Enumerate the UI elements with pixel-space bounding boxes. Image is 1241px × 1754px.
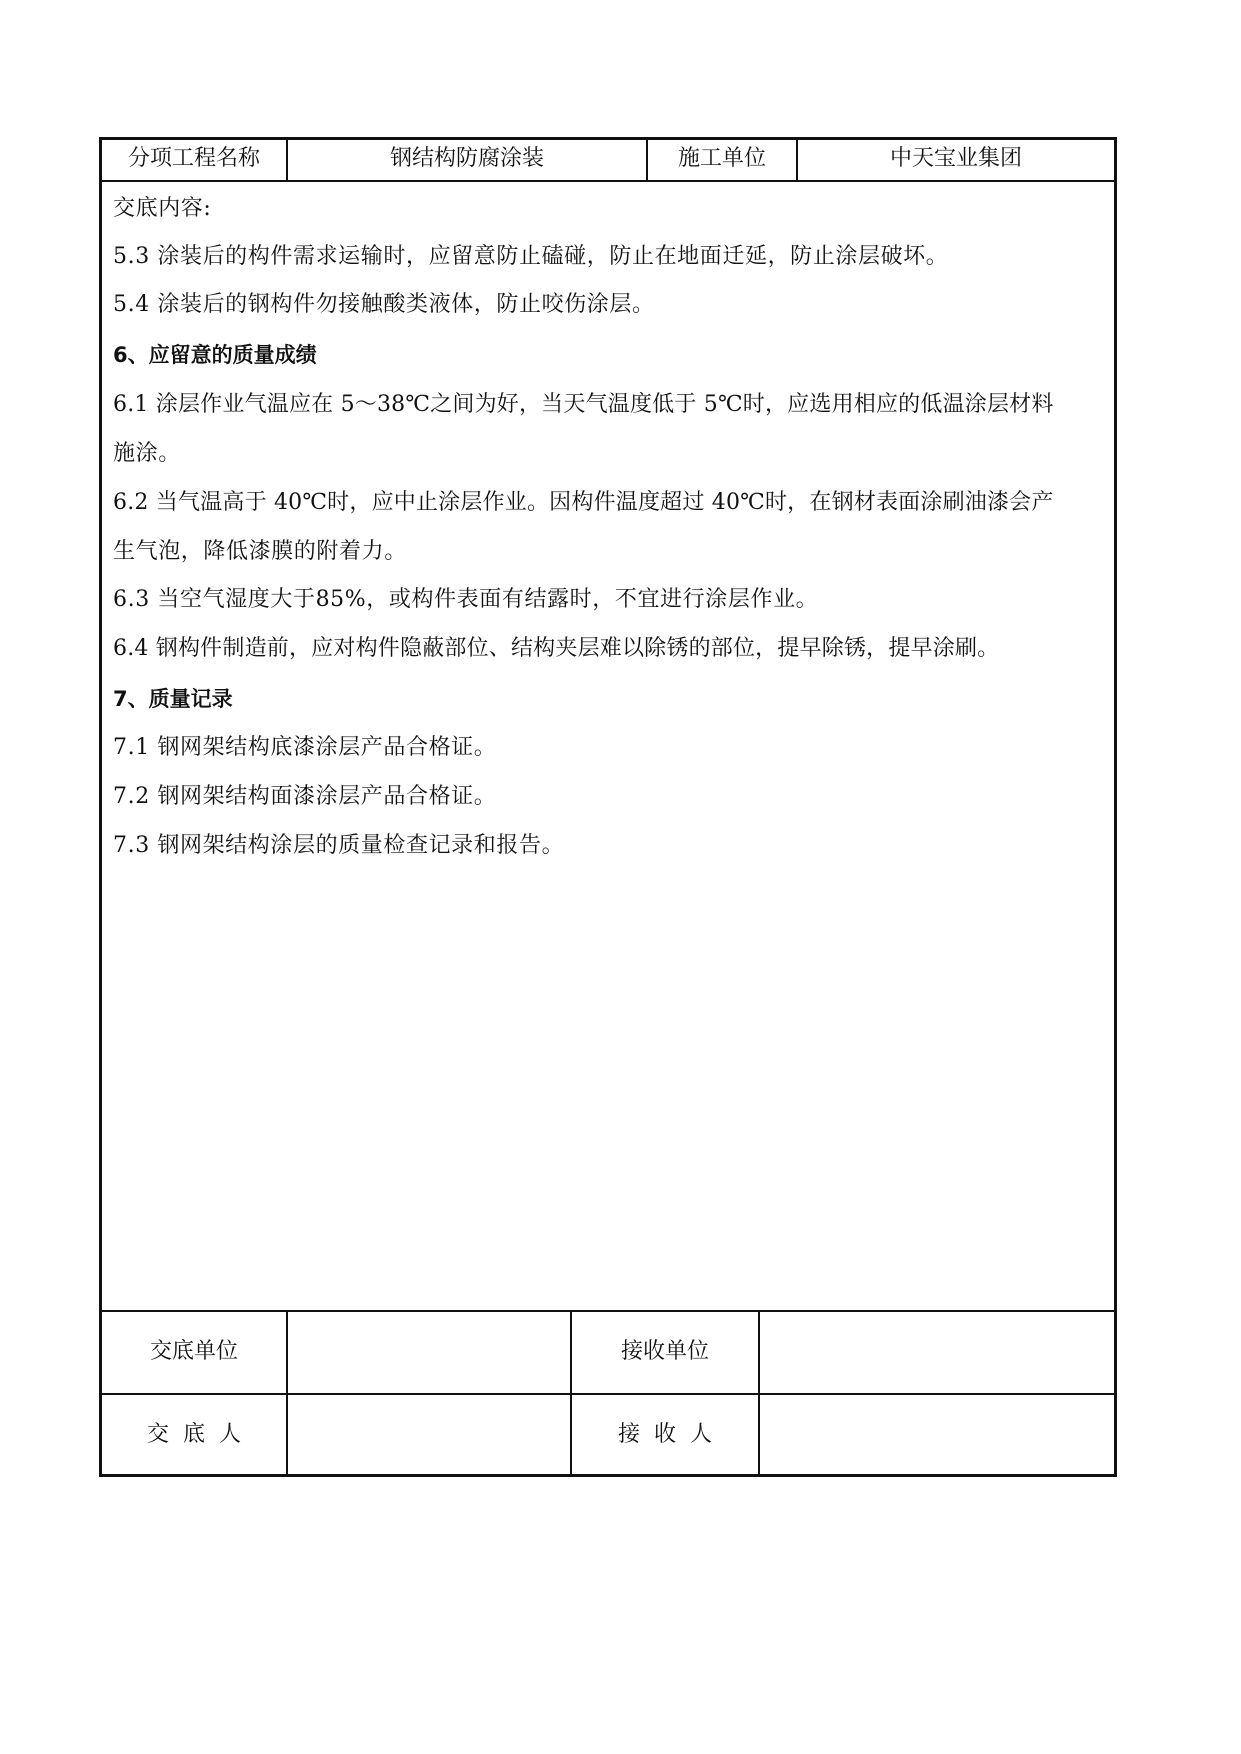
header-bottom-border [99,180,1117,182]
footer-top-border [99,1310,1117,1312]
issuer-unit-label: 交底单位 [149,1339,238,1364]
footer-divider-1 [286,1310,288,1476]
item-6-1-line-1: 6.1 涂层作业气温应在 5～38℃之间为好，当天气温度低于 5℃时，应选用相应的低温涂层材料 [113,392,1054,417]
item-5-3: 5.3 涂装后的构件需求运输时，应留意防止磕碰，防止在地面迁延，防止涂层破坏。 [113,244,949,269]
item-7-1: 7.1 钢网架结构底漆涂层产品合格证。 [113,735,497,760]
project-name-label: 分项工程名称 [127,146,260,171]
item-6-2-line-2: 生气泡，降低漆膜的附着力。 [113,539,407,564]
content-intro-label: 交底内容: [113,196,212,221]
section-6-heading: 6、应留意的质量成绩 [113,343,317,367]
section-7-heading: 7、质量记录 [113,687,233,711]
item-6-4: 6.4 钢构件制造前，应对构件隐蔽部位、结构夹层难以除锈的部位，提早除锈，提早涂刷。 [113,636,1000,661]
item-6-3: 6.3 当空气湿度大于85%，或构件表面有结露时，不宜进行涂层作业。 [113,587,819,612]
item-6-2-line-1: 6.2 当气温高于 40℃时，应中止涂层作业。因构件温度超过 40℃时，在钢材表面涂刷油漆会产 [113,490,1054,515]
contractor-value: 中天宝业集团 [889,146,1022,171]
item-7-2: 7.2 钢网架结构面漆涂层产品合格证。 [113,784,497,809]
footer-divider-3 [758,1310,760,1476]
footer-divider-2 [570,1310,572,1476]
item-7-3: 7.3 钢网架结构涂层的质量检查记录和报告。 [113,833,565,858]
project-name-value: 钢结构防腐涂装 [389,146,544,171]
item-6-1-line-2: 施涂。 [113,441,181,466]
receiver-unit-label: 接收单位 [620,1339,709,1364]
issuer-person-label: 交底人 [146,1422,255,1447]
footer-middle-border [99,1393,1117,1395]
receiver-person-label: 接收人 [617,1422,726,1447]
contractor-label: 施工单位 [677,146,766,171]
item-5-4: 5.4 涂装后的钢构件勿接触酸类液体，防止咬伤涂层。 [113,292,655,317]
